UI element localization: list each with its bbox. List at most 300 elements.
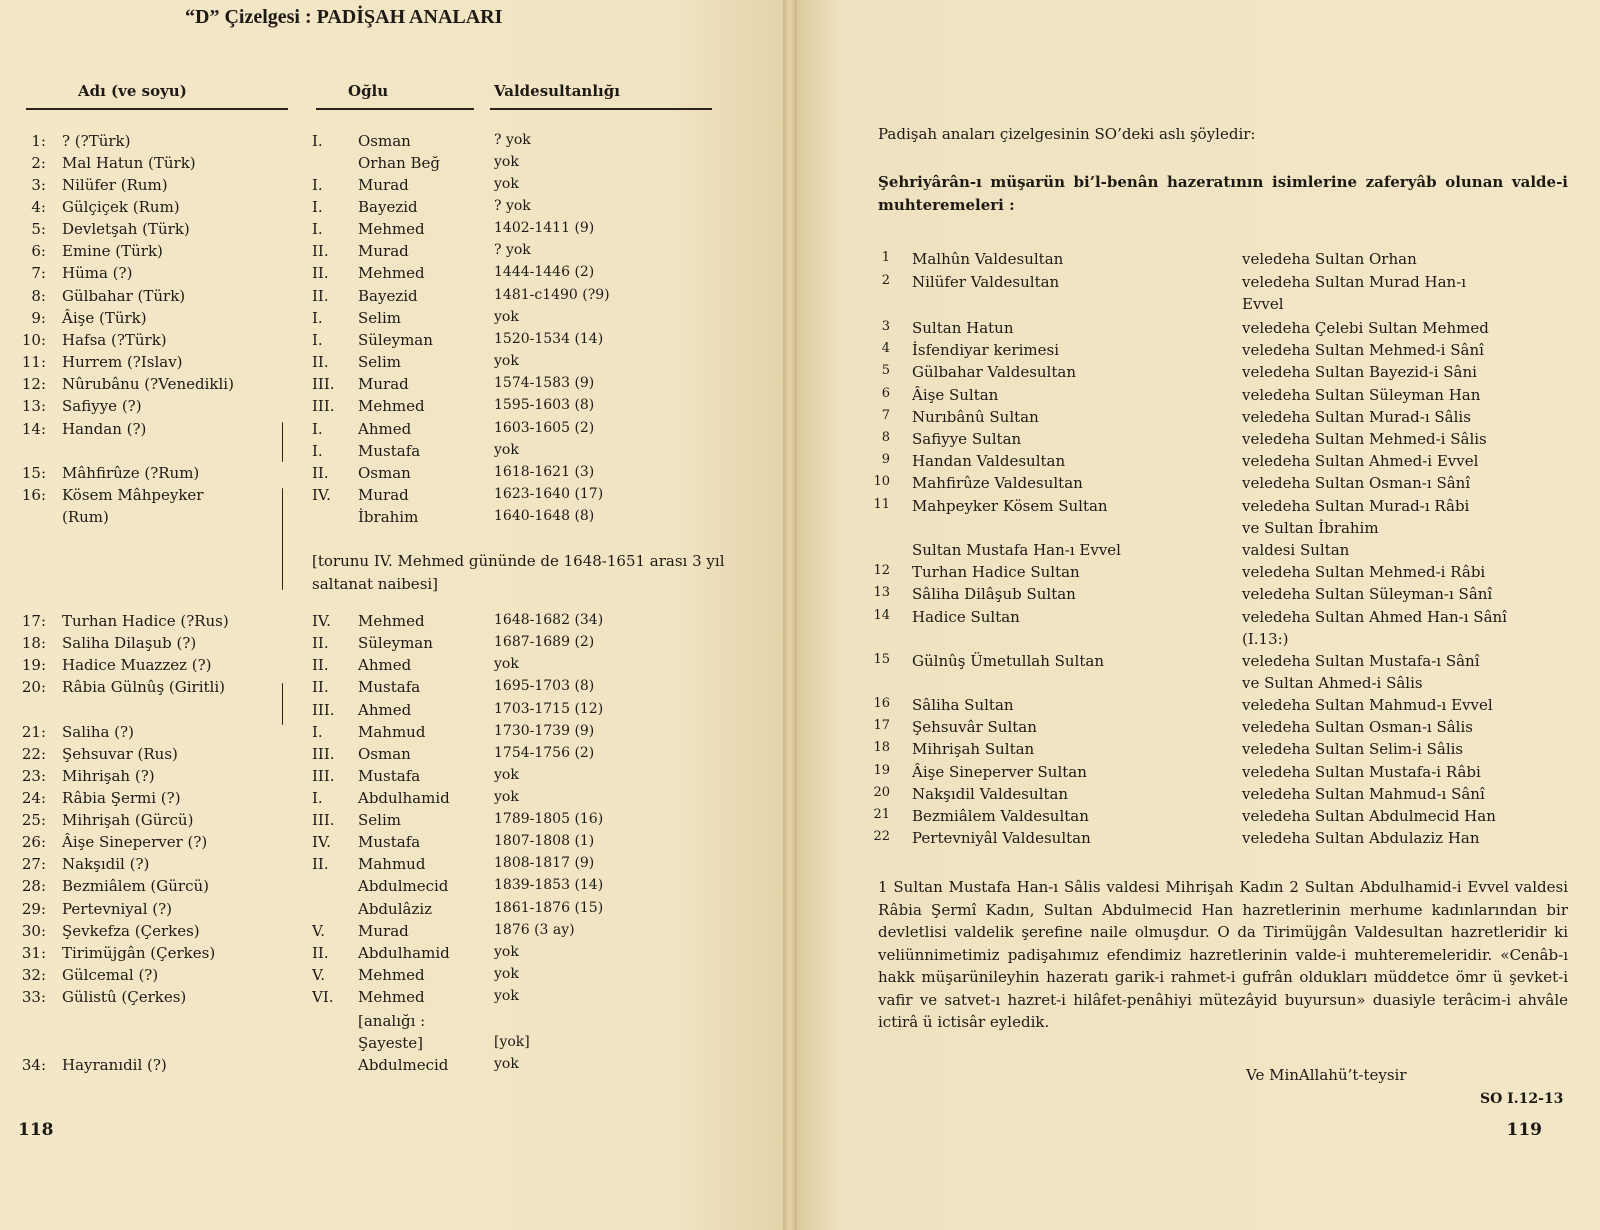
son-name: Mehmed xyxy=(358,966,425,984)
son-ordinal: I. xyxy=(312,331,323,349)
mother-name: Bezmiâlem Valdesultan xyxy=(912,807,1089,825)
mother-name: Şehsuvar (Rus) xyxy=(62,745,178,763)
valide-period: ? yok xyxy=(494,242,531,258)
mother-name: Şevkefza (Çerkes) xyxy=(62,922,200,940)
son-ordinal: II. xyxy=(312,944,329,962)
son-name: Selim xyxy=(358,353,401,371)
item-number: 13 xyxy=(873,585,890,600)
son-name: Murad xyxy=(358,242,409,260)
valide-period: yok xyxy=(494,353,519,369)
header-rule-son xyxy=(316,108,474,110)
mother-name: Tirimüjgân (Çerkes) xyxy=(62,944,216,962)
son-ordinal: V. xyxy=(312,966,325,984)
table-row xyxy=(0,176,780,198)
mother-name: Handan (?) xyxy=(62,420,147,438)
son-ordinal: II. xyxy=(312,353,329,371)
son-name: Mahmud xyxy=(358,723,426,741)
son-ordinal: I. xyxy=(312,132,323,150)
item-number: 12 xyxy=(873,563,890,578)
mother-name: Hadice Muazzez (?) xyxy=(62,656,212,674)
son-name: Murad xyxy=(358,176,409,194)
row-number: 23: xyxy=(21,767,46,785)
closing-phrase: Ve MinAllahü’t-teysir xyxy=(1246,1066,1407,1084)
mother-name: Nûrubânu (?Venedikli) xyxy=(62,375,234,393)
son-ordinal: I. xyxy=(312,420,323,438)
son-name: Osman xyxy=(358,464,411,482)
list-item xyxy=(790,386,1590,408)
mother-name: Hayranıdil (?) xyxy=(62,1056,167,1074)
row-number: 25: xyxy=(21,811,46,829)
son-ordinal: III. xyxy=(312,375,335,393)
son-ordinal: II. xyxy=(312,656,329,674)
son-name: Abdulhamid xyxy=(358,944,450,962)
table-row xyxy=(0,634,780,656)
valide-period: yok xyxy=(494,656,519,672)
table-row xyxy=(0,855,780,877)
table-row xyxy=(0,988,780,1010)
valide-period: yok xyxy=(494,789,519,805)
son-description: veledeha Sultan Murad Han-ı xyxy=(1242,273,1467,291)
mother-name: ? (?Türk) xyxy=(62,132,131,150)
table-row xyxy=(0,287,780,309)
row-number: 11: xyxy=(21,353,46,371)
list-item xyxy=(790,497,1590,519)
son-name: Mustafa xyxy=(358,767,421,785)
son-name: Mehmed xyxy=(358,220,425,238)
mother-name: Râbia Gülnûş (Giritli) xyxy=(62,678,225,696)
row-number: 10: xyxy=(21,331,46,349)
valide-period: yok xyxy=(494,944,519,960)
list-item xyxy=(790,250,1590,272)
valide-period: 1703-1715 (12) xyxy=(494,701,604,717)
son-description: veledeha Sultan Mahmud-ı Sânî xyxy=(1242,785,1485,803)
mother-name: Gülbahar (Türk) xyxy=(62,287,186,305)
mother-name: Mahpeyker Kösem Sultan xyxy=(912,497,1108,515)
mother-name: Âişe Sineperver (?) xyxy=(62,833,208,851)
son-ordinal: II. xyxy=(312,464,329,482)
row-number: 33: xyxy=(21,988,46,1006)
son-name: Mustafa xyxy=(358,833,421,851)
son-name: Süleyman xyxy=(358,634,433,652)
mother-name: Mâhfirûze (?Rum) xyxy=(62,464,200,482)
table-row xyxy=(0,612,780,634)
table-row xyxy=(0,723,780,745)
table-row xyxy=(0,900,780,922)
son-name: Ahmed xyxy=(358,420,412,438)
item-number: 18 xyxy=(873,740,890,755)
row-number: 17: xyxy=(21,612,46,630)
list-item xyxy=(790,519,1590,541)
item-number: 20 xyxy=(873,785,890,800)
header-rule-reign xyxy=(490,108,712,110)
item-number: 21 xyxy=(873,807,890,822)
row-number: 6: xyxy=(31,242,46,260)
mother-name: Handan Valdesultan xyxy=(912,452,1066,470)
table-row xyxy=(0,442,780,464)
row-number: 29: xyxy=(21,900,46,918)
mother-name: Nilüfer (Rum) xyxy=(62,176,168,194)
son-ordinal: I. xyxy=(312,442,323,460)
mother-name: Mihrişah (?) xyxy=(62,767,155,785)
list-item xyxy=(790,430,1590,452)
mother-name: Hafsa (?Türk) xyxy=(62,331,167,349)
table-row xyxy=(0,767,780,789)
list-item xyxy=(790,452,1590,474)
son-description: veledeha Sultan Osman-ı Sânî xyxy=(1242,474,1471,492)
son-name: Mahmud xyxy=(358,855,426,873)
mother-name: Saliha Dilaşub (?) xyxy=(62,634,197,652)
valide-period: 1402-1411 (9) xyxy=(494,220,595,236)
mother-name: Safiyye (?) xyxy=(62,397,142,415)
valide-period: 1839-1853 (14) xyxy=(494,877,604,893)
son-description: veledeha Sultan Mahmud-ı Evvel xyxy=(1242,696,1493,714)
son-name: Bayezid xyxy=(358,287,418,305)
page-title: “D” Çizelgesi : PADİŞAH ANALARI xyxy=(185,6,503,28)
row-number: 30: xyxy=(21,922,46,940)
son-description: veledeha Sultan Mehmed-i Sânî xyxy=(1242,341,1484,359)
son-description: veledeha Sultan Mehmed-i Sâlis xyxy=(1242,430,1487,448)
mother-name: Devletşah (Türk) xyxy=(62,220,190,238)
valide-period: 1481-c1490 (?9) xyxy=(494,287,610,303)
son-description: Evvel xyxy=(1242,295,1284,313)
son-ordinal: II. xyxy=(312,242,329,260)
row-number: 31: xyxy=(21,944,46,962)
son-name: Süleyman xyxy=(358,331,433,349)
valide-period: yok xyxy=(494,154,519,170)
list-item xyxy=(790,319,1590,341)
son-ordinal: I. xyxy=(312,309,323,327)
list-item xyxy=(790,785,1590,807)
header-rule-name xyxy=(26,108,288,110)
valide-period: 1623-1640 (17) xyxy=(494,486,604,502)
son-name: Abdulmecid xyxy=(358,1056,449,1074)
son-description: veledeha Sultan Abdulmecid Han xyxy=(1242,807,1496,825)
item-number: 6 xyxy=(881,386,890,401)
list-item xyxy=(790,474,1590,496)
mother-name: Nakşıdil (?) xyxy=(62,855,150,873)
table-row xyxy=(0,701,780,723)
mother-name: Âişe Sultan xyxy=(912,386,999,404)
son-name: Bayezid xyxy=(358,198,418,216)
son-name: Mehmed xyxy=(358,988,425,1006)
valide-period: 1595-1603 (8) xyxy=(494,397,595,413)
item-number: 10 xyxy=(873,474,890,489)
column-header-name: Adı (ve soyu) xyxy=(78,82,187,100)
valide-period: 1520-1534 (14) xyxy=(494,331,604,347)
row-number: 7: xyxy=(31,264,46,282)
son-ordinal: III. xyxy=(312,397,335,415)
valide-period: 1861-1876 (15) xyxy=(494,900,604,916)
son-name: Orhan Beğ xyxy=(358,154,441,172)
son-ordinal: I. xyxy=(312,198,323,216)
valide-period: yok xyxy=(494,767,519,783)
item-number: 14 xyxy=(873,608,890,623)
table-row xyxy=(0,789,780,811)
son-ordinal: II. xyxy=(312,634,329,652)
valide-period: 1754-1756 (2) xyxy=(494,745,595,761)
item-number: 9 xyxy=(881,452,890,467)
son-description: veledeha Sultan Mustafa-ı Sânî xyxy=(1242,652,1480,670)
son-name: Şayeste] xyxy=(358,1034,424,1052)
son-name: Ahmed xyxy=(358,656,412,674)
mother-name: Gülnûş Ümetullah Sultan xyxy=(912,652,1104,670)
table-row xyxy=(0,264,780,286)
table-row xyxy=(0,508,780,530)
son-ordinal: IV. xyxy=(312,833,331,851)
valide-period: yok xyxy=(494,309,519,325)
list-item xyxy=(790,652,1590,674)
son-ordinal: I. xyxy=(312,220,323,238)
valide-period: yok xyxy=(494,1056,519,1072)
son-description: veledeha Sultan Osman-ı Sâlis xyxy=(1242,718,1473,736)
son-name: Ahmed xyxy=(358,701,412,719)
son-name: Abdulâziz xyxy=(358,900,433,918)
valide-period: yok xyxy=(494,988,519,1004)
son-ordinal: V. xyxy=(312,922,325,940)
mother-name: Gülçiçek (Rum) xyxy=(62,198,180,216)
son-description: veledeha Sultan Süleyman-ı Sânî xyxy=(1242,585,1493,603)
son-ordinal: I. xyxy=(312,723,323,741)
table-row xyxy=(0,331,780,353)
son-ordinal: VI. xyxy=(312,988,334,1006)
mother-name: (Rum) xyxy=(62,508,109,526)
brace-rabia-gulnus xyxy=(282,683,283,725)
table-row xyxy=(0,220,780,242)
item-number: 16 xyxy=(873,696,890,711)
list-item xyxy=(790,630,1590,652)
mother-name: Sultan Mustafa Han-ı Evvel xyxy=(912,541,1121,559)
son-name: İbrahim xyxy=(358,508,419,526)
son-ordinal: III. xyxy=(312,767,335,785)
valide-period: yok xyxy=(494,966,519,982)
mother-name: Mal Hatun (Türk) xyxy=(62,154,196,172)
valide-period: 1574-1583 (9) xyxy=(494,375,595,391)
list-item xyxy=(790,674,1590,696)
column-header-reign: Valdesultanlığı xyxy=(494,82,620,100)
list-item xyxy=(790,541,1590,563)
table-row xyxy=(0,678,780,700)
item-number: 11 xyxy=(873,497,890,512)
son-ordinal: III. xyxy=(312,701,335,719)
list-item xyxy=(790,608,1590,630)
valide-period: yok xyxy=(494,442,519,458)
valide-period: 1808-1817 (9) xyxy=(494,855,595,871)
mother-name: Râbia Şermi (?) xyxy=(62,789,181,807)
mother-name: Gülbahar Valdesultan xyxy=(912,363,1076,381)
row-number: 1: xyxy=(31,132,46,150)
row-number: 22: xyxy=(21,745,46,763)
son-name: Osman xyxy=(358,745,411,763)
valide-period: ? yok xyxy=(494,132,531,148)
list-item xyxy=(790,696,1590,718)
valide-period: ? yok xyxy=(494,198,531,214)
valide-period: 1444-1446 (2) xyxy=(494,264,595,280)
brace-kosem xyxy=(282,488,283,590)
valide-period: 1695-1703 (8) xyxy=(494,678,595,694)
son-description: veledeha Sultan Mehmed-i Râbi xyxy=(1242,563,1486,581)
mother-name: Gülistû (Çerkes) xyxy=(62,988,187,1006)
item-number: 4 xyxy=(881,341,890,356)
son-ordinal: II. xyxy=(312,264,329,282)
mother-name: Kösem Mâhpeyker xyxy=(62,486,204,504)
item-number: 5 xyxy=(881,363,890,378)
table-row xyxy=(0,1034,780,1056)
son-ordinal: I. xyxy=(312,176,323,194)
list-item xyxy=(790,763,1590,785)
valide-period: 1687-1689 (2) xyxy=(494,634,595,650)
closing-paragraph: 1 Sultan Mustafa Han-ı Sâlis valdesi Mihrişah Kadın 2 Sultan Abdulhamid-i Evvel valdesi Râbia Şermî Kadın, Sultan Abdulmecid Han hazretlerinin merhume kadınlarından bir devletlisi valdelik şerefine naile olmuşdur. O da Tirimüjgân Valdesultan hazretleridir ki veliünnimetimiz padişahımız efendimiz hazretlerinin valde-i muhteremeleridir. «Cenâb-ı hakk müşarünileyhin hazeratı garik-i rahmet-i gufrân oldukları müddetce ömr ü şevket-i vafir ve satvet-ı hazret-i hilâfet-penâhiyi mütezâyid buyursun» duasiyle terâcim-i ahvâle ictirâ ü ictisâr eyledik. xyxy=(878,878,1568,1031)
mother-name: Nurıbânû Sultan xyxy=(912,408,1039,426)
row-number: 32: xyxy=(21,966,46,984)
table-row xyxy=(0,922,780,944)
son-ordinal: IV. xyxy=(312,612,331,630)
row-number: 13: xyxy=(21,397,46,415)
table-row xyxy=(0,1012,780,1034)
mother-name: İsfendiyar kerimesi xyxy=(912,341,1059,359)
son-description: veledeha Sultan Murad-ı Sâlis xyxy=(1242,408,1471,426)
row-number: 4: xyxy=(31,198,46,216)
son-name: Mustafa xyxy=(358,678,421,696)
son-ordinal: III. xyxy=(312,811,335,829)
table-row xyxy=(0,486,780,508)
valide-period: yok xyxy=(494,176,519,192)
table-row xyxy=(0,132,780,154)
row-number: 5: xyxy=(31,220,46,238)
son-name: Mustafa xyxy=(358,442,421,460)
son-ordinal: III. xyxy=(312,745,335,763)
mother-name: Safiyye Sultan xyxy=(912,430,1022,448)
son-description: veledeha Sultan Ahmed Han-ı Sânî xyxy=(1242,608,1507,626)
item-number: 22 xyxy=(873,829,890,844)
son-description: veledeha Sultan Murad-ı Râbi xyxy=(1242,497,1470,515)
mother-name: Şehsuvâr Sultan xyxy=(912,718,1037,736)
regency-note: [torunu IV. Mehmed gününde de 1648-1651 arası 3 yıl saltanat naibesi] xyxy=(312,552,725,593)
mother-name: Mihrişah Sultan xyxy=(912,740,1035,758)
right-page xyxy=(790,0,1600,1230)
mother-name: Bezmiâlem (Gürcü) xyxy=(62,877,210,895)
table-row xyxy=(0,464,780,486)
row-number: 27: xyxy=(21,855,46,873)
list-item xyxy=(790,718,1590,740)
row-number: 24: xyxy=(21,789,46,807)
intro-text: Padişah anaları çizelgesinin SO’deki aslı şöyledir: xyxy=(878,125,1256,143)
son-description: veledeha Çelebi Sultan Mehmed xyxy=(1242,319,1489,337)
list-item xyxy=(790,585,1590,607)
item-number: 7 xyxy=(881,408,890,423)
mother-name: Mahfirûze Valdesultan xyxy=(912,474,1083,492)
table-row xyxy=(0,745,780,767)
row-number: 12: xyxy=(21,375,46,393)
list-item xyxy=(790,341,1590,363)
son-description: veledeha Sultan Selim-i Sâlis xyxy=(1242,740,1464,758)
son-ordinal: II. xyxy=(312,855,329,873)
item-number: 1 xyxy=(881,250,890,265)
table-row xyxy=(0,656,780,678)
mother-name: Emine (Türk) xyxy=(62,242,163,260)
page-number-left: 118 xyxy=(18,1120,54,1140)
row-number: 26: xyxy=(21,833,46,851)
mother-name: Pertevniyal (?) xyxy=(62,900,173,918)
table-row xyxy=(0,966,780,988)
son-description: veledeha Sultan Mustafa-i Râbi xyxy=(1242,763,1481,781)
table-row xyxy=(0,877,780,899)
item-number: 8 xyxy=(881,430,890,445)
item-number: 15 xyxy=(873,652,890,667)
row-number: 8: xyxy=(31,287,46,305)
mother-name: Gülcemal (?) xyxy=(62,966,159,984)
son-name: Mehmed xyxy=(358,612,425,630)
list-item xyxy=(790,408,1590,430)
son-name: Mehmed xyxy=(358,264,425,282)
son-name: Selim xyxy=(358,309,401,327)
row-number: 28: xyxy=(21,877,46,895)
mother-name: Sultan Hatun xyxy=(912,319,1014,337)
table-row xyxy=(0,154,780,176)
valide-period: [yok] xyxy=(494,1034,530,1050)
valide-period: 1730-1739 (9) xyxy=(494,723,595,739)
row-number: 9: xyxy=(31,309,46,327)
son-description: veledeha Sultan Bayezid-i Sâni xyxy=(1242,363,1477,381)
valide-period: 1648-1682 (34) xyxy=(494,612,604,628)
son-description: veledeha Sultan Ahmed-i Evvel xyxy=(1242,452,1479,470)
son-description: veledeha Sultan Süleyman Han xyxy=(1242,386,1481,404)
son-name: Murad xyxy=(358,922,409,940)
row-number: 16: xyxy=(21,486,46,504)
list-item xyxy=(790,563,1590,585)
left-page xyxy=(0,0,790,1230)
son-name: Abdulhamid xyxy=(358,789,450,807)
mother-name: Sâliha Sultan xyxy=(912,696,1014,714)
valide-period: 1640-1648 (8) xyxy=(494,508,595,524)
valide-period: 1603-1605 (2) xyxy=(494,420,595,436)
mother-name: Turhan Hadice (?Rus) xyxy=(62,612,229,630)
son-description: valdesi Sultan xyxy=(1242,541,1350,559)
table-row xyxy=(0,375,780,397)
list-item xyxy=(790,295,1590,317)
valide-period: 1876 (3 ay) xyxy=(494,922,575,938)
son-description: (I.13:) xyxy=(1242,630,1289,648)
son-name: Abdulmecid xyxy=(358,877,449,895)
son-name: Mehmed xyxy=(358,397,425,415)
mother-name: Âişe Sineperver Sultan xyxy=(912,763,1087,781)
table-row xyxy=(0,811,780,833)
list-item xyxy=(790,363,1590,385)
item-number: 19 xyxy=(873,763,890,778)
son-ordinal: I. xyxy=(312,789,323,807)
row-number: 19: xyxy=(21,656,46,674)
list-item xyxy=(790,740,1590,762)
row-number: 34: xyxy=(21,1056,46,1074)
mother-name: Pertevniyâl Valdesultan xyxy=(912,829,1091,847)
son-name: Murad xyxy=(358,486,409,504)
list-item xyxy=(790,807,1590,829)
mother-name: Malhûn Valdesultan xyxy=(912,250,1064,268)
list-heading: Şehriyârân-ı müşarün bi’l-benân hazeratının isimlerine zaferyâb olunan valde-i muhteremeleri : xyxy=(878,173,1568,214)
table-row xyxy=(0,397,780,419)
son-name: Osman xyxy=(358,132,411,150)
item-number: 2 xyxy=(881,273,890,288)
row-number: 20: xyxy=(21,678,46,696)
row-number: 21: xyxy=(21,723,46,741)
mother-name: Hurrem (?Islav) xyxy=(62,353,183,371)
item-number: 3 xyxy=(881,319,890,334)
row-number: 14: xyxy=(21,420,46,438)
son-description: veledeha Sultan Orhan xyxy=(1242,250,1417,268)
son-description: ve Sultan Ahmed-i Sâlis xyxy=(1242,674,1423,692)
valide-period: 1807-1808 (1) xyxy=(494,833,595,849)
table-row xyxy=(0,309,780,331)
source-reference: SO I.12-13 xyxy=(1480,1091,1564,1107)
